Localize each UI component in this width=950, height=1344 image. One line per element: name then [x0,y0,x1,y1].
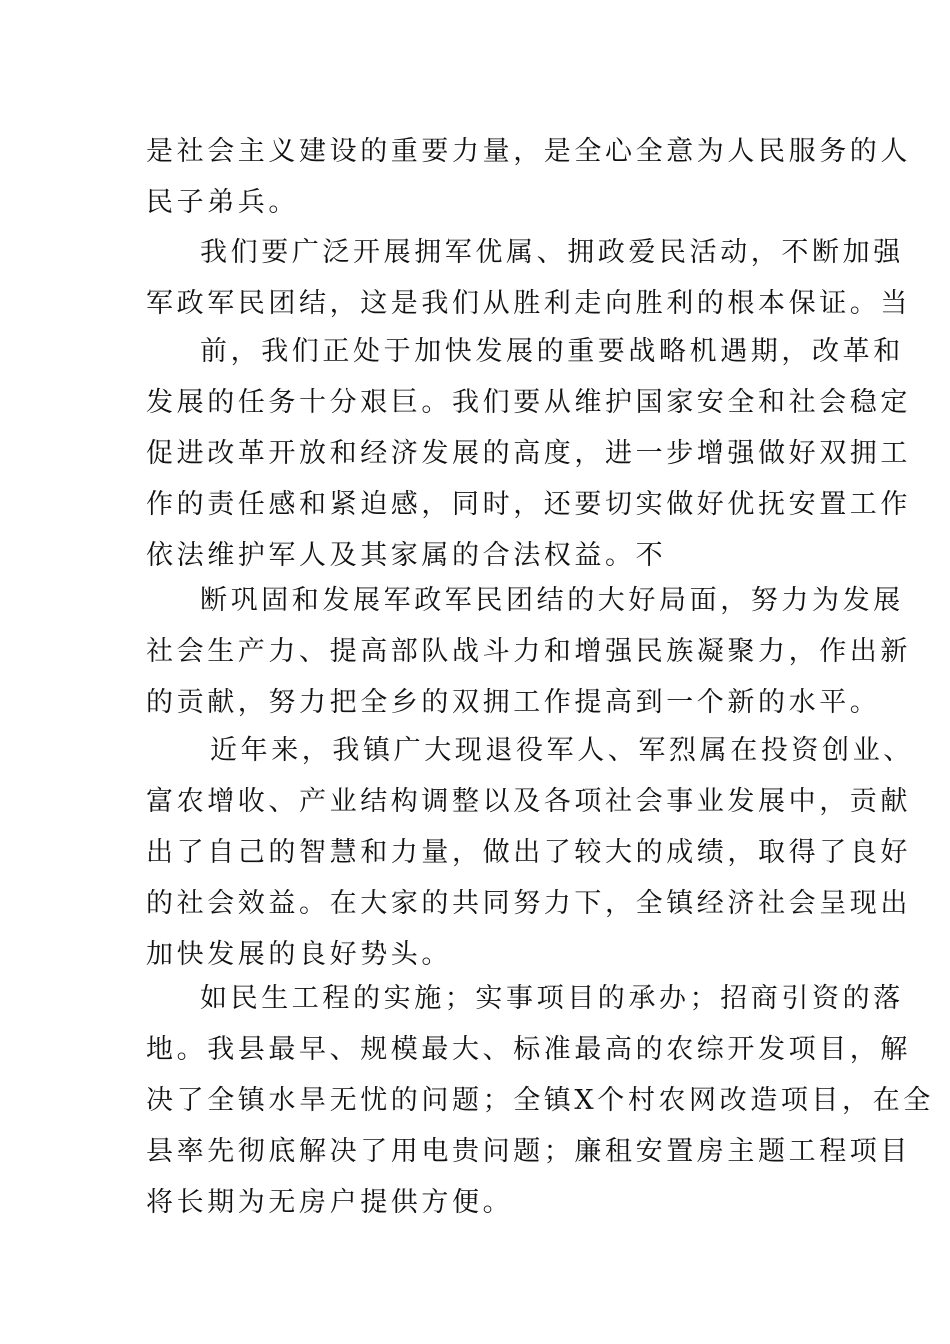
text-line: 发展的任务十分艰巨。我们要从维护国家安全和社会稳定 [146,387,911,418]
text-line: 出了自己的智慧和力量，做出了较大的成绩，取得了良好 [146,837,911,868]
text-line: 的贡献，努力把全乡的双拥工作提高到一个新的水平。 [146,687,881,718]
text-line: 促进改革开放和经济发展的高度，进一步增强做好双拥工 [146,438,911,469]
paragraph-4 [146,575,911,728]
text-line: 我们要广泛开展拥军优属、拥政爱民活动，不断加强 [200,237,904,268]
text-line: 断巩固和发展军政军民团结的大好局面，努力为发展 [200,585,904,616]
text-line: 民子弟兵。 [146,187,299,218]
text-line: 依法维护军人及其家属的合法权益。不 [146,540,667,571]
text-line: 近年来，我镇广大现退役军人、军烈属在投资创业、 [210,735,914,766]
text-line: 将长期为无房户提供方便。 [146,1187,514,1218]
paragraph-1 [146,126,911,228]
text-line: 前，我们正处于加快发展的重要战略机遇期，改革和 [200,336,904,367]
text-line: 作的责任感和紧迫感，同时，还要切实做好优抚安置工作 [146,489,911,520]
paragraph-3 [146,326,911,581]
paragraph-2 [146,227,911,329]
text-line: 加快发展的良好势头。 [146,939,452,970]
text-line: 富农增收、产业结构调整以及各项社会事业发展中，贡献 [146,786,911,817]
text-line: 的社会效益。在大家的共同努力下，全镇经济社会呈现出 [146,888,911,919]
text-line: 是社会主义建设的重要力量，是全心全意为人民服务的人 [146,136,911,167]
text-line: 地。我县最早、规模最大、标准最高的农综开发项目，解 [146,1034,911,1065]
text-line: 如民生工程的实施；实事项目的承办；招商引资的落 [200,983,904,1014]
text-line: 县率先彻底解决了用电贵问题；廉租安置房主题工程项目 [146,1136,911,1167]
text-line: 决了全镇水旱无忧的问题；全镇X个村农网改造项目，在全 [146,1085,934,1116]
paragraph-6 [146,973,934,1228]
text-line: 军政军民团结，这是我们从胜利走向胜利的根本保证。当 [146,288,911,319]
text-line: 社会生产力、提高部队战斗力和增强民族凝聚力，作出新 [146,636,911,667]
paragraph-5 [146,725,914,980]
